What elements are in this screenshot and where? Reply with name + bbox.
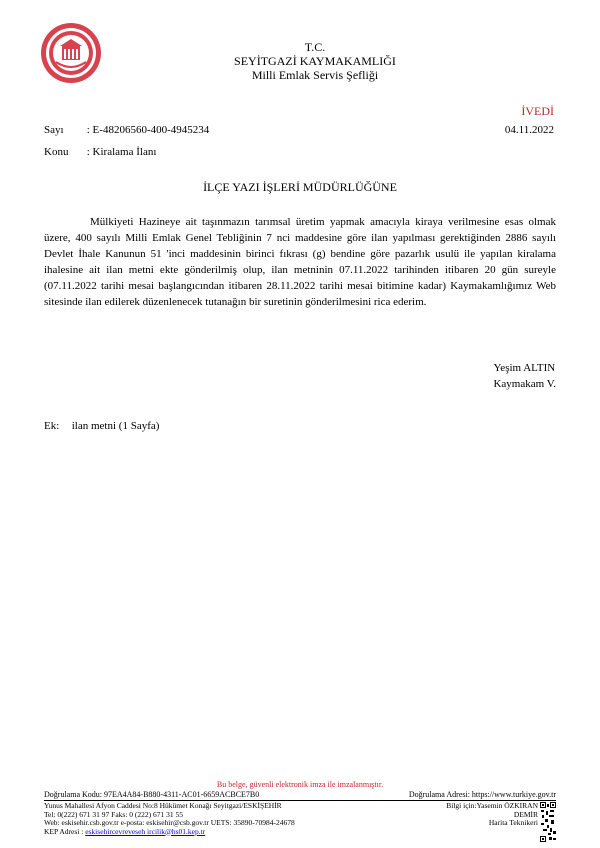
recipient: İLÇE YAZI İŞLERİ MÜDÜRLÜĞÜNE <box>203 180 397 194</box>
signature-block <box>493 360 556 392</box>
kep-label: KEP Adresi : <box>44 826 86 836</box>
info-contact-name: Bilgi için:Yasemin ÖZKIRAN <box>446 801 538 810</box>
konu-row <box>44 146 156 158</box>
konu-value: : Kiralama İlanı <box>86 146 157 158</box>
letterhead <box>0 40 600 82</box>
info-contact-surname: DEMİR <box>513 809 538 819</box>
signer-name: Yeşim ALTIN <box>493 362 556 374</box>
footer-address: Yunus Mahallesi Afyon Caddesi No:8 Hükümet Konağı Seyitgazi/ESKİŞEHİR <box>44 801 282 810</box>
footer-kep <box>44 828 295 837</box>
konu-label: Konu <box>44 146 69 158</box>
sayi-value: : E-48206560-400-4945234 <box>86 124 210 136</box>
header-department: Milli Emlak Servis Şefliği <box>251 68 379 82</box>
verification-address: Doğrulama Adresi: https://www.turkiye.gov.tr <box>408 790 556 799</box>
signer-title: Kaymakam V. <box>493 378 556 390</box>
footer-contact <box>44 802 295 836</box>
qr-code-icon <box>540 802 556 842</box>
sayi-row <box>44 124 209 136</box>
verification-code: Doğrulama Kodu: 97EA4A84-B880-4311-AC01-6659ACBCE7B0 <box>44 790 260 799</box>
document-date: 04.11.2022 <box>504 124 554 136</box>
footer-info <box>446 802 538 828</box>
attachment-value: ilan metni (1 Sayfa) <box>71 420 160 432</box>
info-contact-title: Harita Teknikeri <box>488 818 538 827</box>
footer-web: Web: eskisehir.csb.gov.tr e-posta: eskisehir@csb.gov.tr UETS: 35890-70984-24678 <box>44 818 295 827</box>
kep-link[interactable]: eskisehircevreveseh ircilik@hs01.kep.tr <box>85 826 206 836</box>
sayi-label: Sayı <box>44 124 64 136</box>
attachment-label: Ek: <box>44 420 60 432</box>
header-institution: SEYİTGAZİ KAYMAKAMLIĞI <box>234 54 396 68</box>
urgency-label: İVEDİ <box>521 104 554 118</box>
attachment-line <box>44 420 159 432</box>
footer-phone: Tel: 0(222) 671 31 97 Faks: 0 (222) 671 31 55 <box>44 809 184 819</box>
esign-notice: Bu belge, güvenli elektronik imza ile imzalanmıştır. <box>216 780 384 789</box>
header-tc: T.C. <box>304 40 326 54</box>
letter-body <box>44 214 556 310</box>
verification-row <box>44 790 556 801</box>
body-paragraph: Mülkiyeti Hazineye ait taşınmazın tarımsal üretim yapmak amacıyla kiraya verilmesine esas olmak üzere, 400 sayılı Milli Emlak Genel Tebliğinin 7 nci maddesine göre ilan yapılması gerektiğinden 2886 sayılı Devlet İhale Kanunun 51 'inci maddesinin birinci fıkrası (g) bendine göre pazarlık usulü ile yapılan kiralama ihalesine ait ilan metni ekte gönderilmiş olup, ilan metninin 07.11.2022 tarihinden itibaren 20 gün sureyle (07.11.2022 tarihi mesai başlangıcından itibaren 28.11.2022 tarihi mesai bitimine kadar) Kaymakamlığımız Web sitesinde ilan edilerek düzenlenecek tutanağın bir suretinin gönderilmesini rica ederim. <box>44 216 556 308</box>
